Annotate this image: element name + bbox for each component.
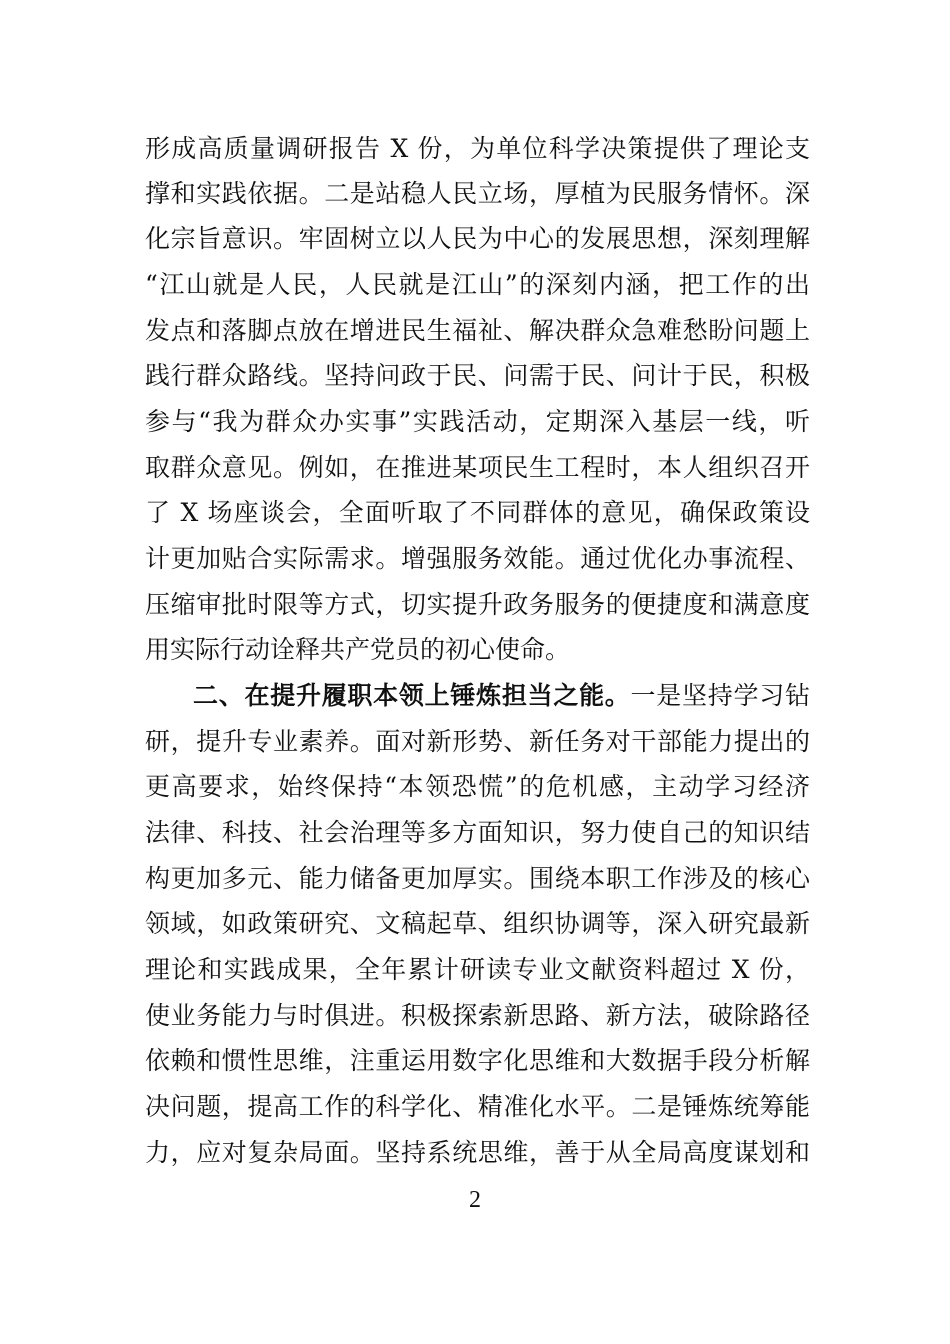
body-line: 参与“我为群众办实事”实践活动，定期深入基层一线，听 [145, 407, 810, 436]
body-line: 化宗旨意识。牢固树立以人民为中心的发展思想，深刻理解 [145, 224, 810, 253]
section-first-line [193, 681, 810, 711]
body-line: 依赖和惯性思维，注重运用数字化思维和大数据手段分析解 [145, 1046, 810, 1075]
section-first-line-rest: 一是坚持学习钻 [630, 681, 810, 710]
body-line: 使业务能力与时俱进。积极探索新思路、新方法，破除路径 [145, 1001, 810, 1030]
body-line: 法律、科技、社会治理等多方面知识，努力使自己的知识结 [145, 818, 810, 847]
body-line: 用实际行动诠释共产党员的初心使命。 [145, 635, 571, 664]
section-heading: 二、在提升履职本领上锤炼担当之能。 [193, 681, 631, 710]
body-line: 研，提升专业素养。面对新形势、新任务对干部能力提出的 [145, 727, 810, 756]
page-number: 2 [469, 1187, 481, 1213]
body-line: 理论和实践成果，全年累计研读专业文献资料超过 X 份， [145, 955, 810, 984]
body-line: 决问题，提高工作的科学化、精准化水平。二是锤炼统筹能 [145, 1092, 810, 1121]
body-line: 压缩审批时限等方式，切实提升政务服务的便捷度和满意度 [145, 590, 810, 619]
body-line: 发点和落脚点放在增进民生福祉、解决群众急难愁盼问题上 [145, 316, 810, 345]
body-line: “江山就是人民，人民就是江山”的深刻内涵，把工作的出 [145, 270, 810, 299]
body-line: 了 X 场座谈会，全面听取了不同群体的意见，确保政策设 [145, 498, 810, 527]
body-line: 计更加贴合实际需求。增强服务效能。通过优化办事流程、 [145, 544, 810, 573]
body-line: 撑和实践依据。二是站稳人民立场，厚植为民服务情怀。深 [145, 179, 810, 208]
body-line: 更高要求，始终保持“本领恐慌”的危机感，主动学习经济 [145, 772, 810, 801]
body-line: 构更加多元、能力储备更加厚实。围绕本职工作涉及的核心 [145, 864, 810, 893]
body-line: 形成高质量调研报告 X 份，为单位科学决策提供了理论支 [145, 134, 810, 163]
body-line: 力，应对复杂局面。坚持系统思维，善于从全局高度谋划和 [145, 1138, 810, 1167]
body-line: 取群众意见。例如，在推进某项民生工程时，本人组织召开 [145, 453, 810, 482]
body-line: 领域，如政策研究、文稿起草、组织协调等，深入研究最新 [145, 909, 810, 938]
body-line: 践行群众路线。坚持问政于民、问需于民、问计于民，积极 [145, 361, 810, 390]
